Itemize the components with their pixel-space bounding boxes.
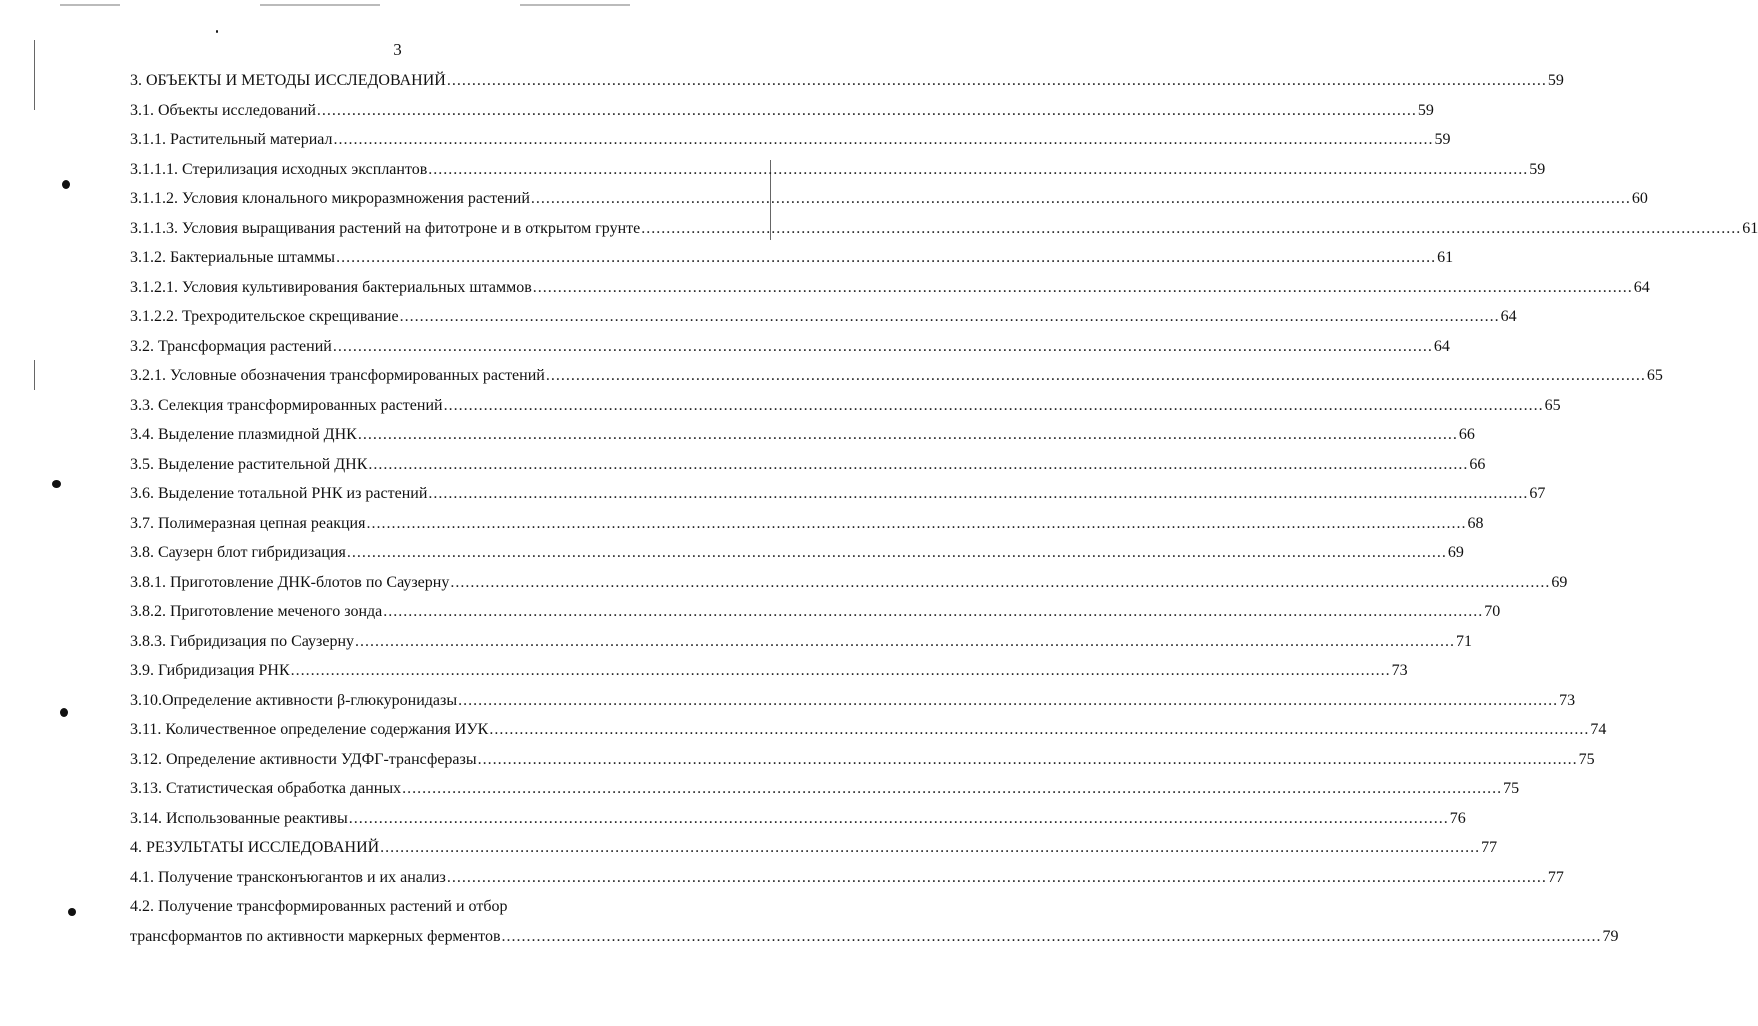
toc-entry (130, 302, 1517, 332)
toc-leader-dots: ............................................................................................................................................................................................................................ (399, 308, 1500, 325)
toc-entry-page: 68 (1467, 514, 1484, 532)
toc-entry-title: 3.12. Определение активности УДФГ-трансферазы (130, 750, 477, 768)
toc-leader-dots: ............................................................................................................................................................................................................................ (383, 603, 1484, 620)
toc-entry (130, 568, 1568, 598)
toc-entry-page: 75 (1503, 780, 1520, 797)
toc-entry (130, 892, 735, 922)
toc-leader-dots: ............................................................................................................................................................................................................................ (545, 367, 1646, 384)
toc-entry-title: 3.1. Объекты исследований (130, 101, 316, 119)
toc-entry-title: 3.8.3. Гибридизация по Саузерну (130, 632, 355, 650)
toc-entry (130, 509, 1484, 539)
toc-entry-page: 66 (1458, 426, 1475, 443)
toc-entry-title: 4.1. Получение трансконъюгантов и их анализ (130, 868, 446, 886)
toc-entry-title: 3.3. Селекция трансформированных растений (130, 396, 443, 414)
toc-entry (130, 66, 1564, 96)
toc-leader-dots: ............................................................................................................................................................................................................................ (501, 927, 1602, 945)
toc-leader-dots: ............................................................................................................................................................................................................................ (458, 691, 1559, 709)
toc-leader-dots: ............................................................................................................................................................................................................................ (380, 839, 1481, 856)
toc-entry-title: 3.8.1. Приготовление ДНК-блотов по Саузерну (130, 573, 450, 591)
toc-entry-title: 3.9. Гибридизация РНК (130, 662, 290, 679)
toc-entry-page: 61 (1437, 249, 1454, 266)
toc-entry (130, 715, 1607, 745)
toc-leader-dots: ............................................................................................................................................................................................................................ (366, 514, 1467, 532)
toc-leader-dots: ............................................................................................................................................................................................................................ (530, 190, 1631, 207)
toc-leader-dots: ............................................................................................................................................................................................................................ (333, 131, 1434, 148)
toc-entry (130, 863, 1564, 893)
toc-entry-page: 64 (1633, 278, 1650, 296)
binding-hole-mark (68, 908, 76, 916)
scan-artifact-left-edge (34, 360, 35, 390)
toc-entry (130, 391, 1561, 421)
toc-entry (130, 450, 1486, 480)
toc-entry-page: 71 (1456, 632, 1473, 650)
toc-entry (130, 833, 1498, 863)
toc-entry (130, 774, 1520, 804)
toc-entry-page: 60 (1631, 190, 1648, 207)
toc-entry (130, 922, 1619, 952)
toc-leader-dots: ............................................................................................................................................................................................................................ (332, 337, 1433, 355)
table-of-contents (130, 66, 1758, 951)
toc-entry (130, 479, 1546, 509)
toc-entry-page: 73 (1391, 662, 1408, 679)
toc-entry-title: 4.2. Получение трансформированных растений и отбор (130, 898, 508, 915)
toc-entry (130, 686, 1576, 716)
toc-entry (130, 804, 1466, 834)
toc-entry (130, 420, 1475, 450)
toc-entry-page: 74 (1590, 721, 1607, 738)
toc-leader-dots: ............................................................................................................................................................................................................................ (489, 721, 1590, 738)
toc-entry-page: 65 (1646, 367, 1663, 384)
toc-entry-title: 3.1.1. Растительный материал (130, 131, 333, 148)
toc-entry (130, 96, 1434, 126)
toc-entry (130, 184, 1648, 214)
toc-entry (130, 243, 1454, 273)
toc-entry-page: 59 (1529, 160, 1546, 178)
toc-entry-page: 79 (1602, 927, 1619, 945)
toc-entry-page: 67 (1529, 485, 1546, 502)
toc-entry-title: 3.13. Статистическая обработка данных (130, 780, 402, 797)
toc-entry-title: 4. РЕЗУЛЬТАТЫ ИССЛЕДОВАНИЙ (130, 839, 380, 856)
toc-entry (130, 627, 1473, 657)
toc-entry-title: 3.8. Саузерн блот гибридизация (130, 544, 346, 561)
toc-entry-page: 61 (1742, 219, 1758, 237)
toc-leader-dots: ............................................................................................................................................................................................................................ (346, 544, 1447, 561)
toc-entry-title: 3.1.1.3. Условия выращивания растений на фитотроне и в открытом грунте (130, 219, 641, 237)
toc-entry-title: 3.4. Выделение плазмидной ДНК (130, 426, 357, 443)
toc-leader-dots: ............................................................................................................................................................................................................................ (641, 219, 1742, 237)
toc-entry-page: 64 (1433, 337, 1450, 355)
toc-entry (130, 214, 1758, 244)
toc-entry-title: 3.1.2.1. Условия культивирования бактериальных штаммов (130, 278, 532, 296)
toc-leader-dots: ............................................................................................................................................................................................................................ (355, 632, 1456, 650)
toc-entry-title: 3.11. Количественное определение содержания ИУК (130, 721, 489, 738)
toc-entry (130, 125, 1451, 155)
toc-leader-dots: ............................................................................................................................................................................................................................ (290, 662, 1391, 679)
toc-entry-title: 3. ОБЪЕКТЫ И МЕТОДЫ ИССЛЕДОВАНИЙ (130, 72, 446, 89)
toc-entry-page: 69 (1447, 544, 1464, 561)
toc-entry-title: 3.10.Определение активности β-глюкуронидазы (130, 691, 458, 709)
toc-entry-title: 3.1.2. Бактериальные штаммы (130, 249, 336, 266)
toc-leader-dots: ............................................................................................................................................................................................................................ (348, 809, 1449, 827)
toc-entry-page: 77 (1481, 839, 1498, 856)
toc-entry-page: 76 (1449, 809, 1466, 827)
toc-entry-title: 3.14. Использованные реактивы (130, 809, 348, 827)
toc-entry-page: 69 (1551, 573, 1568, 591)
binding-hole-mark (52, 480, 61, 488)
toc-entry-title: 3.7. Полимеразная цепная реакция (130, 514, 366, 532)
toc-entry-title: 3.8.2. Приготовление меченого зонда (130, 603, 383, 620)
toc-entry-title: 3.2.1. Условные обозначения трансформированных растений (130, 367, 545, 384)
toc-entry-title: 3.1.2.2. Трехродительское скрещивание (130, 308, 399, 325)
toc-entry-title: трансформантов по активности маркерных ферментов (130, 927, 501, 945)
toc-entry-page: 70 (1484, 603, 1501, 620)
toc-entry-title: 3.5. Выделение растительной ДНК (130, 455, 368, 473)
scan-artifact-top (60, 4, 120, 6)
toc-entry (130, 273, 1650, 303)
page-number: 3 (393, 40, 402, 59)
toc-leader-dots: ............................................................................................................................................................................................................................ (446, 72, 1547, 89)
toc-entry-page: 77 (1547, 868, 1564, 886)
toc-leader-dots: ............................................................................................................................................................................................................................ (402, 780, 1503, 797)
toc-leader-dots: ............................................................................................................................................................................................................................ (446, 868, 1547, 886)
toc-leader-dots: ............................................................................................................................................................................................................................ (357, 426, 1458, 443)
toc-entry (130, 656, 1408, 686)
scan-artifact-top (260, 4, 380, 6)
binding-hole-mark (62, 180, 70, 189)
toc-entry-title: 3.6. Выделение тотальной РНК из растений (130, 485, 428, 502)
toc-entry-page: 73 (1559, 691, 1576, 709)
toc-leader-dots: ............................................................................................................................................................................................................................ (532, 278, 1633, 296)
toc-entry-title: 3.1.1.2. Условия клонального микроразмножения растений (130, 190, 530, 207)
speck-mark (216, 30, 218, 33)
toc-entry (130, 745, 1595, 775)
toc-entry (130, 597, 1501, 627)
toc-leader-dots: ............................................................................................................................................................................................................................ (443, 396, 1544, 414)
toc-entry (130, 538, 1464, 568)
toc-leader-dots: ............................................................................................................................................................................................................................ (336, 249, 1437, 266)
toc-entry-page: 66 (1469, 455, 1486, 473)
toc-entry-page: 64 (1500, 308, 1517, 325)
toc-entry (130, 361, 1663, 391)
toc-leader-dots: ............................................................................................................................................................................................................................ (428, 485, 1529, 502)
toc-leader-dots: ............................................................................................................................................................................................................................ (316, 101, 1417, 119)
scan-artifact-top (520, 4, 630, 6)
toc-entry (130, 155, 1546, 185)
toc-entry-page: 65 (1544, 396, 1561, 414)
toc-entry-page: 59 (1417, 101, 1434, 119)
toc-leader-dots: ............................................................................................................................................................................................................................ (450, 573, 1551, 591)
toc-entry-page: 59 (1434, 131, 1451, 148)
toc-entry-page: 59 (1547, 72, 1564, 89)
toc-entry-page: 75 (1578, 750, 1595, 768)
toc-entry-title: 3.2. Трансформация растений (130, 337, 332, 355)
toc-entry (130, 332, 1450, 362)
toc-leader-dots: ............................................................................................................................................................................................................................ (428, 160, 1529, 178)
binding-hole-mark (60, 708, 68, 717)
toc-entry-title: 3.1.1.1. Стерилизация исходных эксплантов (130, 160, 428, 178)
toc-leader-dots: ............................................................................................................................................................................................................................ (368, 455, 1469, 473)
toc-leader-dots: ............................................................................................................................................................................................................................ (477, 750, 1578, 768)
